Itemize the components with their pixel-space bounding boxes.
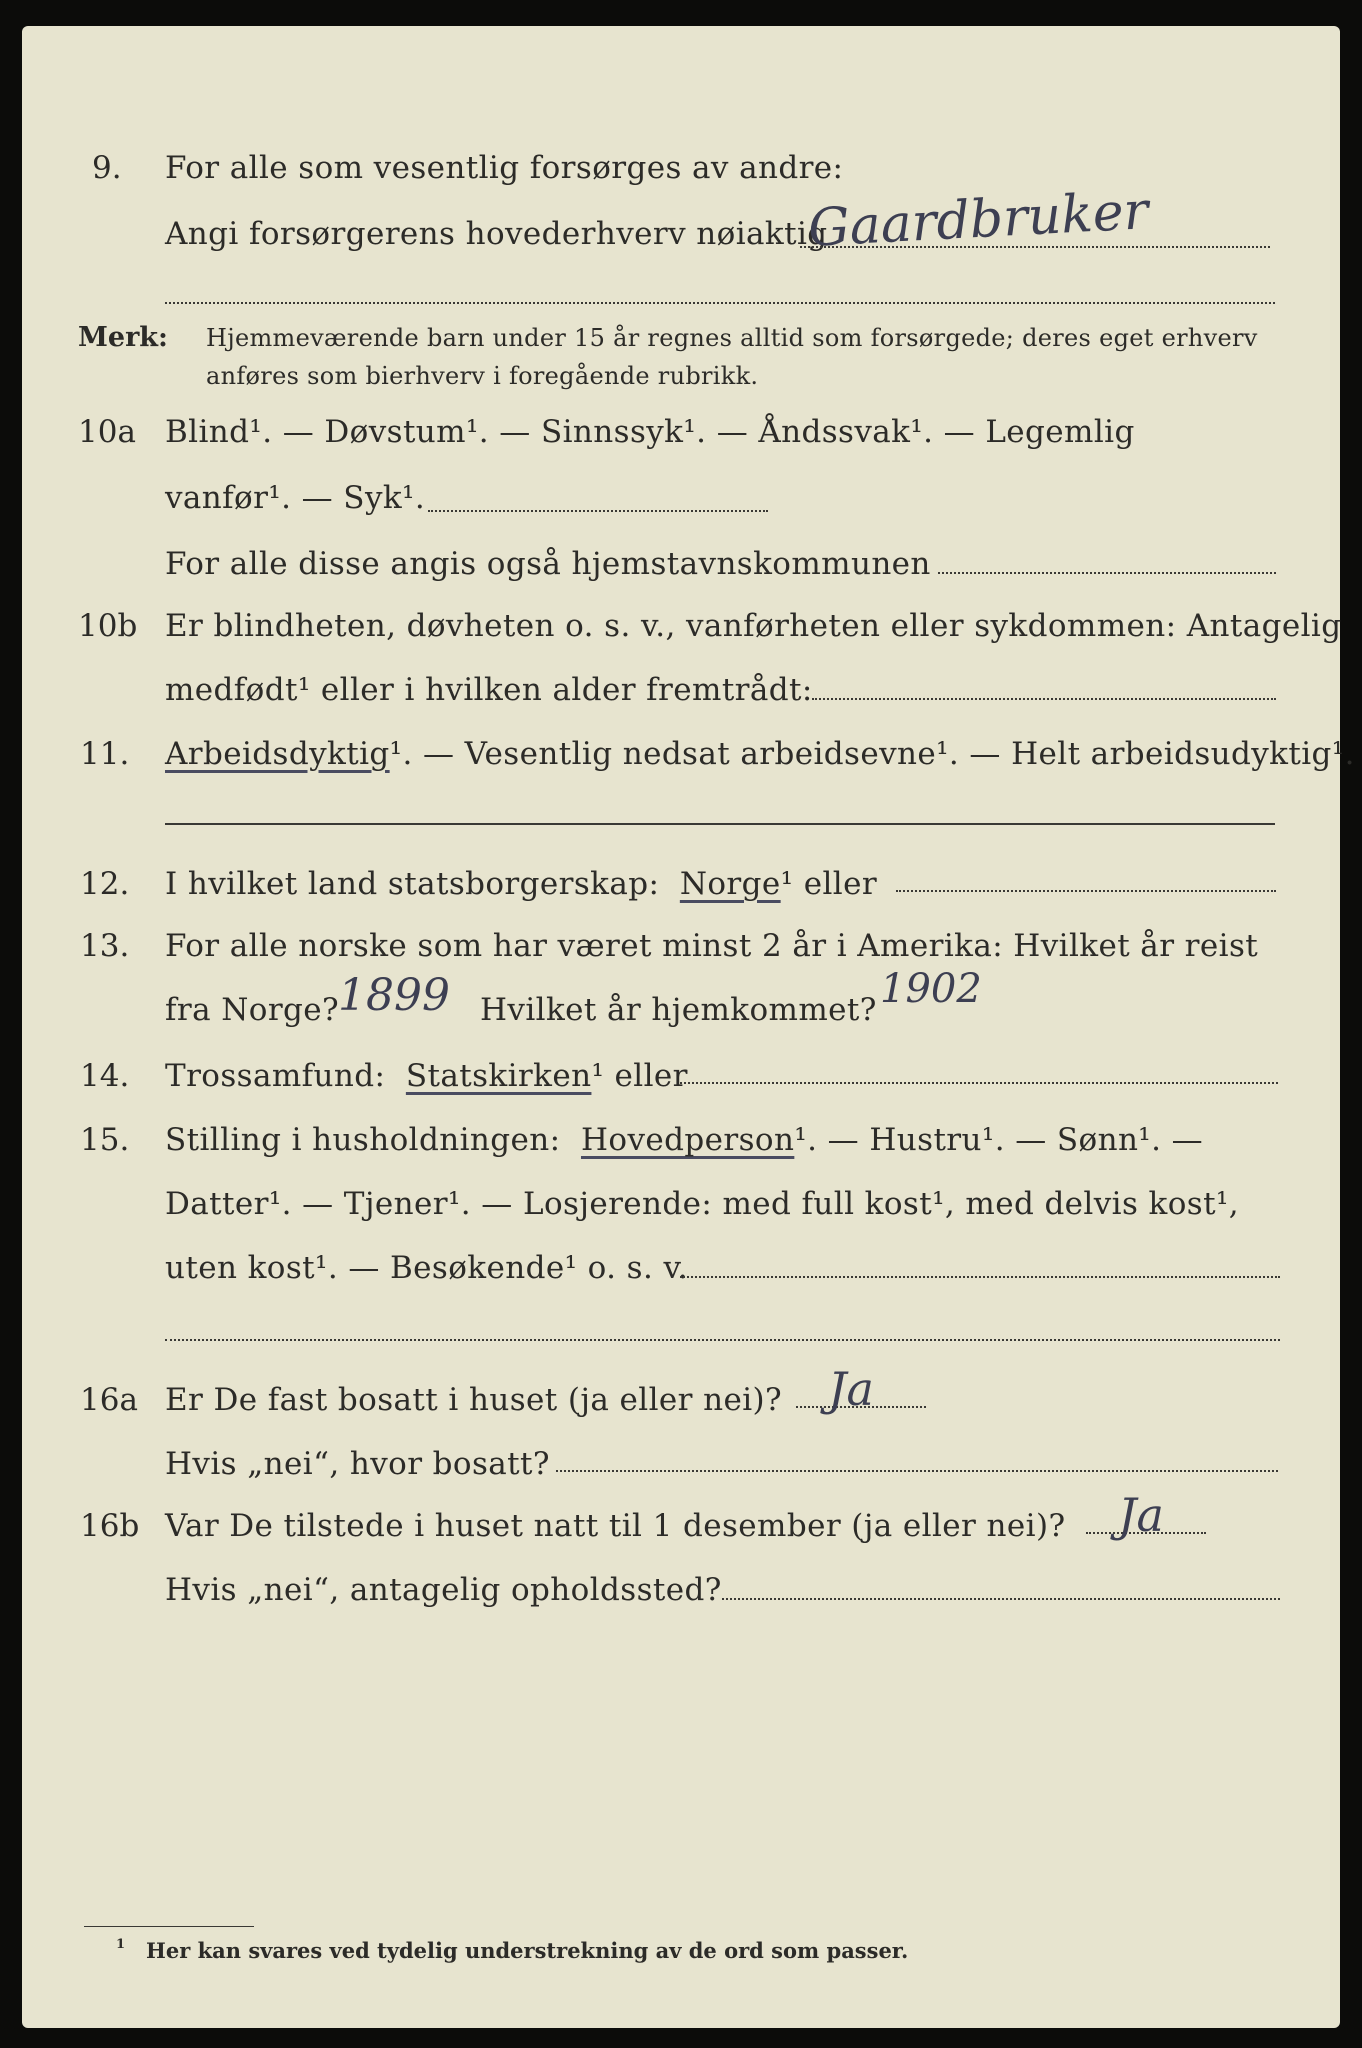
q16b-line1: Var De tilstede i huset natt til 1 desember (ja eller nei)?	[165, 1508, 1066, 1544]
q10a-line3: For alle disse angis også hjemstavnskommunen	[165, 546, 931, 582]
q11-underlined-answer: Arbeidsdyktig	[165, 736, 390, 772]
q13-line2b: Hvilket år hjemkommet?	[480, 992, 877, 1028]
q15-number: 15.	[80, 1122, 130, 1158]
q11-rest: ¹. — Vesentlig nedsat arbeidsevne¹. — Helt arbeidsudyktig¹.	[389, 736, 1355, 772]
q10b-line2: medfødt¹ eller i hvilken alder fremtrådt:	[165, 672, 813, 708]
q16a-number: 16a	[80, 1382, 138, 1418]
q16a-handwritten-answer: Ja	[828, 1362, 874, 1416]
q16b-opholdssted-answer-line	[722, 1598, 1280, 1600]
q16b-line2: Hvis „nei“, antagelig opholdssted?	[165, 1572, 722, 1608]
q16b-number: 16b	[80, 1508, 140, 1544]
q13-line2a: fra Norge?	[165, 992, 340, 1028]
footnote-separator	[84, 1926, 254, 1927]
q10a-hjemstavn-answer-line	[938, 572, 1276, 574]
q12-number: 12.	[80, 866, 130, 902]
q10a-line1: Blind¹. — Døvstum¹. — Sinnssyk¹. — Åndssvak¹. — Legemlig	[165, 414, 1135, 450]
q12-line	[165, 866, 877, 902]
q15-line1	[165, 1122, 1203, 1158]
q14-underlined-answer: Statskirken	[405, 1058, 592, 1094]
q15-prefix: Stilling i husholdningen:	[165, 1122, 561, 1158]
q16a-bosatt-answer-line	[556, 1470, 1278, 1472]
merk-line2: anføres som bierhverv i foregående rubrikk.	[206, 362, 759, 390]
footnote-text: Her kan svares ved tydelig understrekning av de ord som passer.	[146, 1938, 909, 1963]
q15-answer-line	[680, 1276, 1280, 1278]
q9-handwritten-answer: Gaardbruker	[806, 181, 1150, 259]
q9-line1: For alle som vesentlig forsørges av andre:	[165, 150, 844, 186]
q13-handwritten-year-returned: 1902	[880, 966, 982, 1012]
q14-line	[165, 1058, 688, 1094]
q14-number: 14.	[80, 1058, 130, 1094]
q10a-line2: vanfør¹. — Syk¹.	[165, 480, 426, 516]
q15-line1-rest: ¹. — Hustru¹. — Sønn¹. —	[794, 1122, 1204, 1158]
q16a-line1: Er De fast bosatt i huset (ja eller nei)?	[165, 1382, 783, 1418]
q15-extra-line	[165, 1339, 1280, 1341]
q11-number: 11.	[80, 736, 130, 772]
q13-number: 13.	[80, 928, 130, 964]
q9-extra-line	[165, 302, 1275, 304]
q10b-number: 10b	[78, 608, 138, 644]
q9-number: 9.	[92, 150, 122, 186]
q14-answer-line	[680, 1082, 1278, 1084]
q12-suffix: ¹ eller	[780, 866, 878, 902]
q13-line1: For alle norske som har været minst 2 år i Amerika: Hvilket år reist	[165, 928, 1259, 964]
q15-line2: Datter¹. — Tjener¹. — Losjerende: med full kost¹, med delvis kost¹,	[165, 1186, 1240, 1222]
merk-label: Merk:	[78, 322, 168, 353]
q10a-number: 10a	[78, 414, 136, 450]
q10b-line1: Er blindheten, døvheten o. s. v., vanførheten eller sykdommen: Antagelig	[165, 608, 1342, 644]
q12-underlined-answer: Norge	[679, 866, 781, 902]
q9-line2: Angi forsørgerens hovederhverv nøiaktig	[165, 216, 828, 252]
q11-answer-line	[165, 823, 1275, 825]
q15-underlined-answer: Hovedperson	[580, 1122, 795, 1158]
footnote-mark: 1	[116, 1937, 126, 1952]
merk-line1: Hjemmeværende barn under 15 år regnes alltid som forsørgede; deres eget erhverv	[206, 324, 1258, 352]
q11-line	[165, 736, 1355, 772]
q14-prefix: Trossamfund:	[165, 1058, 386, 1094]
q13-handwritten-year-left: 1899	[338, 970, 450, 1021]
q12-prefix: I hvilket land statsborgerskap:	[165, 866, 660, 902]
q10b-answer-line	[812, 698, 1276, 700]
q16a-line2: Hvis „nei“, hvor bosatt?	[165, 1446, 550, 1482]
q12-answer-line	[896, 890, 1276, 892]
q16b-handwritten-answer: Ja	[1118, 1488, 1164, 1542]
q15-line3: uten kost¹. — Besøkende¹ o. s. v.	[165, 1250, 688, 1286]
q10a-syk-answer-line	[428, 510, 768, 512]
q14-suffix: ¹ eller	[591, 1058, 688, 1094]
